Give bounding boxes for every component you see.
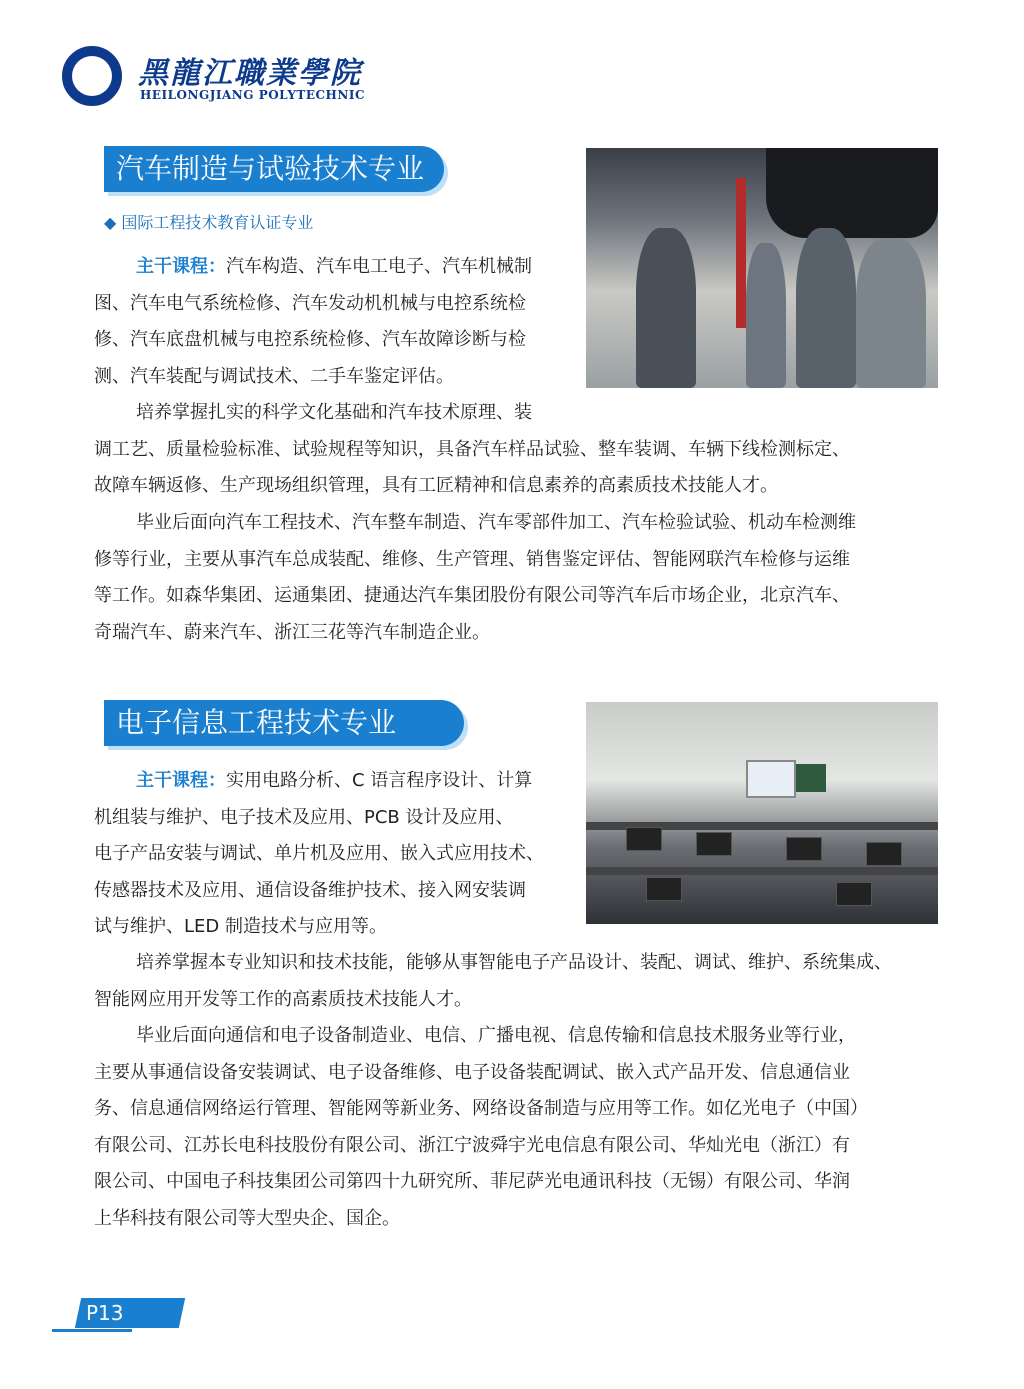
courses-line: 传感器技术及应用、通信设备维护技术、接入网安装调 (94, 879, 526, 901)
courses-line: 实用电路分析、C 语言程序设计、计算 (226, 770, 533, 791)
courses-line: 图、汽车电气系统检修、汽车发动机机械与电控系统检 (94, 292, 526, 314)
courses-line: 机组装与维护、电子技术及应用、PCB 设计及应用、 (94, 806, 514, 828)
career-line: 毕业后面向通信和电子设备制造业、电信、广播电视、信息传输和信息技术服务业等行业， (136, 1025, 856, 1046)
page-number: P13 (86, 1301, 124, 1325)
courses-line: 测、汽车装配与调试技术、二手车鉴定评估。 (94, 365, 454, 387)
electronics-lab-photo (586, 702, 938, 924)
career-line: 有限公司、江苏长电科技股份有限公司、浙江宁波舜宇光电信息有限公司、华灿光电（浙江）有 (94, 1134, 850, 1156)
section-title-electronics: 电子信息工程技术专业 (104, 700, 464, 746)
training-line: 调工艺、质量检验标准、试验规程等知识，具备汽车样品试验、整车装调、车辆下线检测标定、 (94, 438, 850, 460)
page-number-tag (52, 1298, 142, 1332)
courses-line: 汽车构造、汽车电工电子、汽车机械制 (226, 256, 532, 277)
career-line: 等工作。如森华集团、运通集团、捷通达汽车集团股份有限公司等汽车后市场企业，北京汽车、 (94, 585, 850, 606)
logo-english-name: HEILONGJIANG POLYTECHNIC (140, 88, 366, 102)
electronics-training (94, 945, 944, 1018)
courses-line: 修、汽车底盘机械与电控系统检修、汽车故障诊断与检 (94, 329, 526, 350)
career-line: 上华科技有限公司等大型央企、国企。 (94, 1207, 400, 1229)
courses-label: 主干课程： (136, 770, 226, 791)
career-line: 务、信息通信网络运行管理、智能网等新业务、网络设备制造与应用等工作。如亿光电子（中国） (94, 1098, 868, 1119)
courses-label: 主干课程： (136, 256, 226, 277)
automotive-workshop-photo (586, 148, 938, 388)
training-line: 智能网应用开发等工作的高素质技术技能人才。 (94, 988, 472, 1010)
section-title-automotive: 汽车制造与试验技术专业 (104, 146, 444, 192)
training-line: 故障车辆返修、生产现场组织管理，具有工匠精神和信息素养的高素质技术技能人才。 (94, 475, 778, 496)
career-line: 修等行业，主要从事汽车总成装配、维修、生产管理、销售鉴定评估、智能网联汽车检修与运维 (94, 548, 850, 570)
school-emblem-icon (62, 46, 122, 106)
automotive-courses (94, 249, 584, 395)
automotive-training (94, 395, 944, 505)
logo-chinese-name: 黑龍江職業學院 (138, 56, 362, 91)
automotive-career (94, 505, 944, 651)
school-logo (62, 40, 366, 110)
certification-note: ◆ 国际工程技术教育认证专业 (104, 213, 314, 232)
courses-line: 试与维护、LED 制造技术与应用等。 (94, 916, 387, 937)
courses-line: 电子产品安装与调试、单片机及应用、嵌入式应用技术、 (94, 843, 544, 864)
career-line: 毕业后面向汽车工程技术、汽车整车制造、汽车零部件加工、汽车检验试验、机动车检测维 (136, 512, 856, 533)
career-line: 主要从事通信设备安装调试、电子设备维修、电子设备装配调试、嵌入式产品开发、信息通信业 (94, 1061, 850, 1083)
electronics-career (94, 1018, 944, 1237)
career-line: 限公司、中国电子科技集团公司第四十九研究所、菲尼萨光电通讯科技（无锡）有限公司、华润 (94, 1171, 850, 1192)
training-line: 培养掌握本专业知识和技术技能，能够从事智能电子产品设计、装配、调试、维护、系统集成、 (136, 952, 892, 973)
career-line: 奇瑞汽车、蔚来汽车、浙江三花等汽车制造企业。 (94, 621, 490, 643)
training-line: 培养掌握扎实的科学文化基础和汽车技术原理、装 (136, 402, 532, 423)
electronics-courses (94, 763, 584, 946)
